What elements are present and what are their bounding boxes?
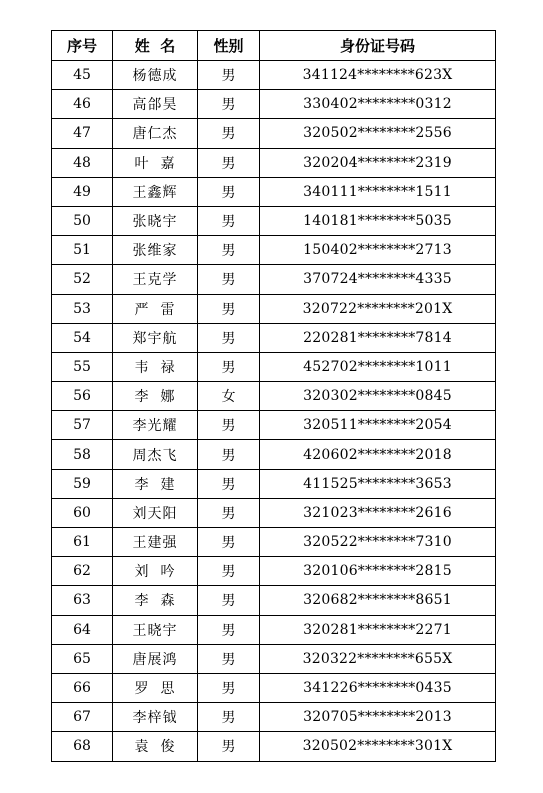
cell-id-number: 341124********623X [260,61,496,90]
table-row [52,411,496,440]
cell-name: 叶 嘉 [113,148,198,177]
cell-gender: 男 [198,440,260,469]
cell-seq: 45 [52,61,113,90]
cell-seq: 59 [52,469,113,498]
table-row [52,236,496,265]
cell-name: 李光耀 [113,411,198,440]
cell-id-number: 320682********8651 [260,586,496,615]
cell-id-number: 220281********7814 [260,323,496,352]
cell-gender: 男 [198,236,260,265]
cell-id-number: 320722********201X [260,294,496,323]
cell-gender: 男 [198,469,260,498]
cell-id-number: 320511********2054 [260,411,496,440]
cell-name: 李 建 [113,469,198,498]
cell-seq: 55 [52,352,113,381]
cell-gender: 男 [198,294,260,323]
cell-seq: 48 [52,148,113,177]
cell-gender: 男 [198,586,260,615]
cell-id-number: 411525********3653 [260,469,496,498]
cell-id-number: 320106********2815 [260,557,496,586]
cell-seq: 49 [52,177,113,206]
table-header [52,31,496,61]
cell-id-number: 140181********5035 [260,206,496,235]
header-seq: 序号 [52,31,113,61]
cell-seq: 66 [52,673,113,702]
cell-name: 王克学 [113,265,198,294]
cell-gender: 男 [198,265,260,294]
cell-id-number: 320502********2556 [260,119,496,148]
cell-gender: 男 [198,528,260,557]
cell-name: 李 森 [113,586,198,615]
table-row [52,469,496,498]
cell-name: 高郃昊 [113,90,198,119]
cell-id-number: 150402********2713 [260,236,496,265]
cell-name: 张晓宇 [113,206,198,235]
cell-name: 李梓钺 [113,703,198,732]
cell-name: 严 雷 [113,294,198,323]
cell-seq: 47 [52,119,113,148]
cell-gender: 男 [198,732,260,761]
cell-gender: 男 [198,323,260,352]
cell-gender: 男 [198,119,260,148]
cell-id-number: 330402********0312 [260,90,496,119]
header-gender: 性别 [198,31,260,61]
cell-id-number: 320522********7310 [260,528,496,557]
cell-name: 刘天阳 [113,498,198,527]
table-row [52,703,496,732]
cell-seq: 46 [52,90,113,119]
cell-id-number: 320204********2319 [260,148,496,177]
table-row [52,119,496,148]
cell-gender: 男 [198,673,260,702]
cell-id-number: 340111********1511 [260,177,496,206]
table-row [52,615,496,644]
cell-id-number: 320302********0845 [260,382,496,411]
cell-id-number: 452702********1011 [260,352,496,381]
cell-seq: 63 [52,586,113,615]
cell-id-number: 320705********2013 [260,703,496,732]
cell-id-number: 370724********4335 [260,265,496,294]
table-row [52,732,496,761]
cell-gender: 男 [198,644,260,673]
cell-name: 唐仁杰 [113,119,198,148]
cell-name: 刘 吟 [113,557,198,586]
cell-gender: 男 [198,206,260,235]
cell-name: 王建强 [113,528,198,557]
cell-gender: 男 [198,411,260,440]
table-row [52,352,496,381]
table-row [52,90,496,119]
header-id: 身份证号码 [260,31,496,61]
header-row [52,31,496,61]
table-row [52,673,496,702]
cell-name: 周杰飞 [113,440,198,469]
cell-gender: 男 [198,90,260,119]
cell-name: 杨德成 [113,61,198,90]
cell-gender: 男 [198,615,260,644]
cell-id-number: 420602********2018 [260,440,496,469]
cell-seq: 65 [52,644,113,673]
cell-seq: 57 [52,411,113,440]
cell-gender: 女 [198,382,260,411]
table-row [52,644,496,673]
cell-name: 郑宇航 [113,323,198,352]
cell-seq: 60 [52,498,113,527]
cell-id-number: 320281********2271 [260,615,496,644]
table-body [52,61,496,762]
table-row [52,148,496,177]
table-row [52,557,496,586]
roster-table [51,30,496,762]
cell-name: 袁 俊 [113,732,198,761]
table-row [52,206,496,235]
table-row [52,294,496,323]
table-row [52,586,496,615]
cell-seq: 52 [52,265,113,294]
cell-seq: 58 [52,440,113,469]
table-row [52,323,496,352]
cell-gender: 男 [198,557,260,586]
cell-name: 王鑫辉 [113,177,198,206]
cell-gender: 男 [198,177,260,206]
cell-name: 韦 禄 [113,352,198,381]
table-row [52,528,496,557]
cell-name: 罗 思 [113,673,198,702]
cell-seq: 61 [52,528,113,557]
cell-seq: 62 [52,557,113,586]
header-name: 姓 名 [113,31,198,61]
table-row [52,382,496,411]
cell-gender: 男 [198,61,260,90]
table-row [52,498,496,527]
cell-seq: 53 [52,294,113,323]
cell-seq: 64 [52,615,113,644]
table-row [52,440,496,469]
cell-name: 王晓宇 [113,615,198,644]
cell-id-number: 321023********2616 [260,498,496,527]
cell-gender: 男 [198,703,260,732]
cell-name: 唐展鸿 [113,644,198,673]
cell-id-number: 320502********301X [260,732,496,761]
cell-seq: 50 [52,206,113,235]
cell-seq: 56 [52,382,113,411]
cell-gender: 男 [198,498,260,527]
cell-name: 李 娜 [113,382,198,411]
table-row [52,177,496,206]
table-row [52,265,496,294]
cell-seq: 54 [52,323,113,352]
cell-seq: 68 [52,732,113,761]
cell-gender: 男 [198,352,260,381]
cell-name: 张维家 [113,236,198,265]
cell-id-number: 320322********655X [260,644,496,673]
cell-seq: 67 [52,703,113,732]
cell-id-number: 341226********0435 [260,673,496,702]
cell-seq: 51 [52,236,113,265]
table-row [52,61,496,90]
cell-gender: 男 [198,148,260,177]
